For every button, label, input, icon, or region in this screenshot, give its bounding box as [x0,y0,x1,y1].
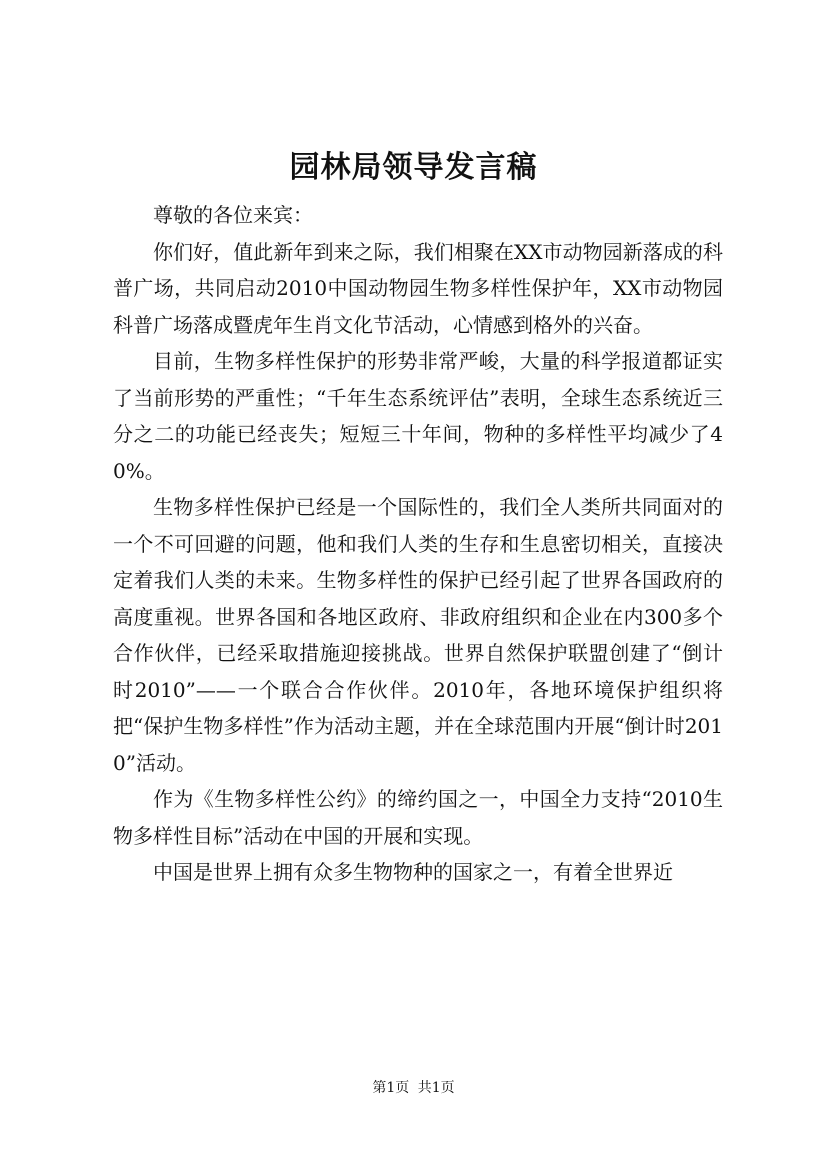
paragraph-5: 中国是世界上拥有众多生物物种的国家之一，有着全世界近 [153,860,673,884]
page-total: 共1页 [417,1080,455,1096]
paragraph-3: 生物多样性保护已经是一个国际性的，我们全人类所共同面对的一个不可回避的问题，他和我们人类的生存和生息密切相关，直接决定着我们人类的未来。生物多样性的保护已经引起了世界各国政府的高度重视。世界各国和各地区政府、非政府组织和企业在内300多个合作伙伴，已经采取措施迎接挑战。世界自然保护联盟创建了“倒计时2010”——一个联合合作伙伴。2010年，各地环境保护组织将把“保护生物多样性”作为活动主题，并在全球范围内开展“倒计时2010”活动。 [113,495,723,775]
document-body [113,197,723,891]
page-footer [0,1078,827,1098]
paragraph-4: 作为《生物多样性公约》的缔约国之一，中国全力支持“2010生物多样性目标”活动在中国的开展和实现。 [113,787,723,848]
page-number: 第1页 [372,1080,410,1096]
greeting-line: 尊敬的各位来宾： [153,203,313,227]
document-title: 园林局领导发言稿 [289,150,538,185]
paragraph-2: 目前，生物多样性保护的形势非常严峻，大量的科学报道都证实了当前形势的严重性；“千年生态系统评估”表明，全球生态系统近三分之二的功能已经丧失；短短三十年间，物种的多样性平均减少了40%。 [113,349,723,483]
paragraph-1: 你们好，值此新年到来之际，我们相聚在XX市动物园新落成的科普广场，共同启动2010中国动物园生物多样性保护年，XX市动物园科普广场落成暨虎年生肖文化节活动，心情感到格外的兴奋。 [113,239,723,337]
